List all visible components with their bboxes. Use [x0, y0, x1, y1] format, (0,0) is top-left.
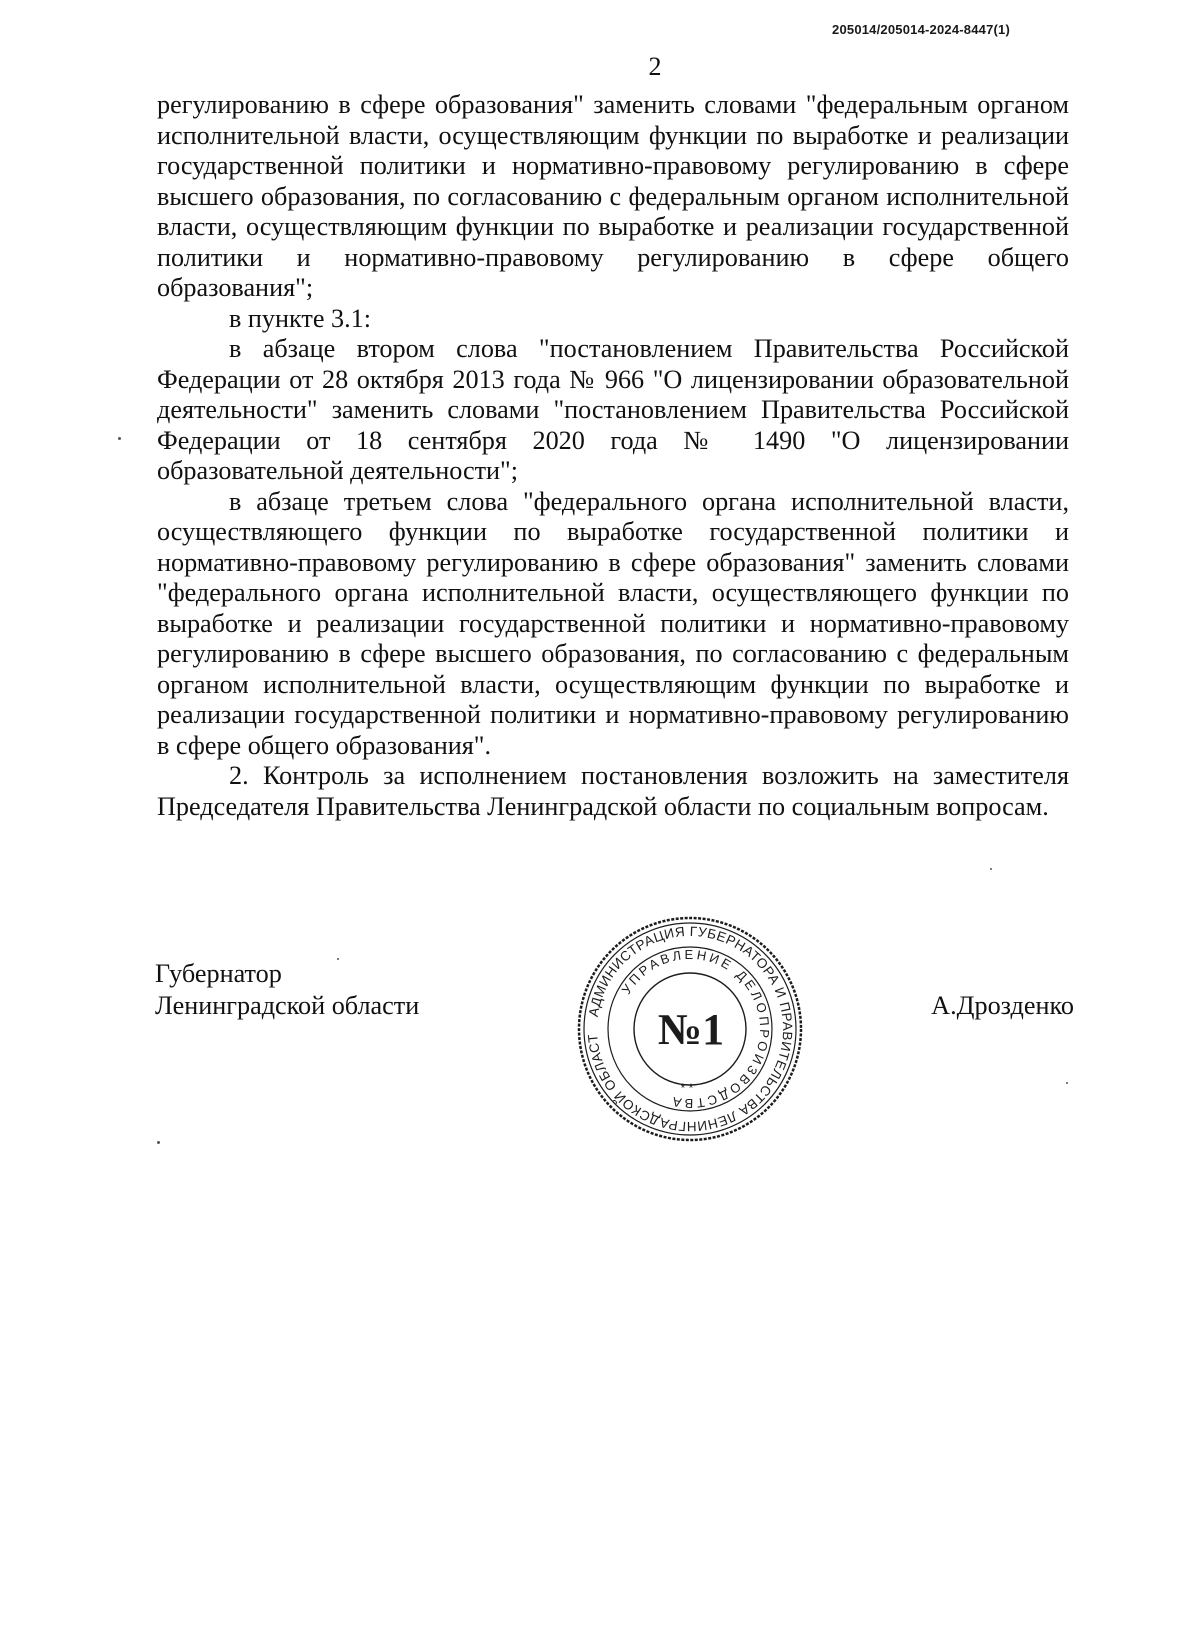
- scan-speck: [1066, 1082, 1068, 1084]
- signature-region: Ленинградской области: [155, 991, 420, 1020]
- paragraph-continuation: регулированию в сфере образования" заменить словами "федеральным органом исполнительной власти, осуществляющим функции по выработке и реализации государственной политики и нормативно-правовому регулированию в сфере высшего образования, по согласованию с федеральным органом исполнительной власти, осуществляющим функции по выработке и реализации государственной политики и нормативно-правовому регулированию в сфере общего образования";: [157, 90, 1069, 302]
- stamp-seal-graphic: [575, 914, 805, 1144]
- signature-title: Губернатор: [155, 959, 282, 988]
- signature-position: [155, 958, 419, 1022]
- scan-speck: [118, 437, 121, 440]
- document-body: [157, 90, 1069, 822]
- scan-speck: [337, 958, 339, 960]
- scan-speck: [157, 1141, 160, 1144]
- stamp-stars: * *: [680, 1081, 694, 1095]
- stamp-inner-text: УПРАВЛЕНИЕ ДЕЛОПРОИЗВОДСТВА: [618, 946, 773, 1112]
- signer-name: А.Дрозденко: [931, 991, 1074, 1020]
- scan-speck: [990, 868, 992, 870]
- paragraph-third-clause: в абзаце третьем слова "федерального органа исполнительной власти, осуществляющего функции по выработке государственной политики и нормативно-правовому регулированию в сфере образования" заменить словами "федерального органа исполнительной власти, осуществляющего функции по выработке и реализации государственной политики и нормативно-правовому регулированию в сфере высшего образования, по согласованию с федеральным органом исполнительной власти, осуществляющим функции по выработке и реализации государственной политики и нормативно-правовому регулированию в сфере общего образования".: [157, 486, 1069, 760]
- paragraph-point-heading: в пункте 3.1:: [229, 303, 372, 333]
- document-id: 205014/205014-2024-8447(1): [832, 22, 1010, 37]
- stamp-outer-text: АДМИНИСТРАЦИЯ ГУБЕРНАТОРА И ПРАВИТЕЛЬСТВА ЛЕНИНГРАДСКОЙ ОБЛАСТ: [585, 923, 796, 1135]
- paragraph-control: 2. Контроль за исполнением постановления возложить на заместителя Председателя Правительства Ленинградской области по социальным вопросам.: [157, 761, 1069, 821]
- paragraph-second-clause: в абзаце втором слова "постановлением Правительства Российской Федерации от 28 октября 2013 года № 966 "О лицензировании образовательной деятельности" заменить словами "постановлением Правительства Российской Федерации от 18 сентября 2020 года № 1490 "О лицензировании образовательной деятельности";: [157, 334, 1069, 485]
- stamp-center-number: №1: [657, 1005, 725, 1054]
- official-stamp: [575, 914, 805, 1144]
- page-number: 2: [648, 52, 662, 81]
